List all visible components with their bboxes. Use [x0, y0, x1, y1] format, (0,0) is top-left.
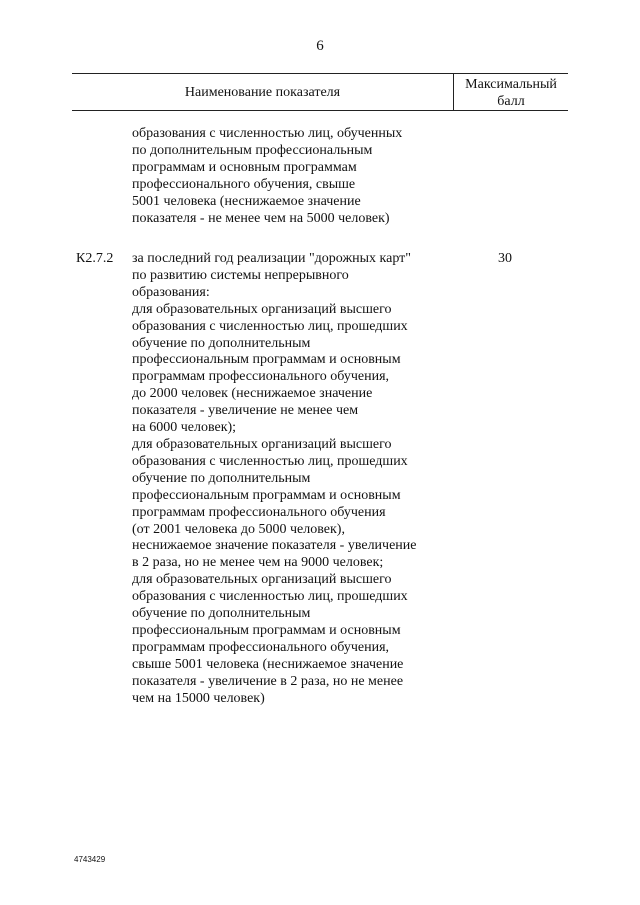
- document-id: 4743429: [74, 855, 106, 864]
- indicator-score: 30: [498, 251, 512, 266]
- indicator-description: за последний год реализации "дорожных карт" по развитию системы непрерывного образования: для образовательных организаций высшего образования с численностью лиц, прошедших обучение по дополнительным профессиональным программам и основным программам профессионального обучения, до 2000 человек (неснижаемое значение показателя - увеличение не менее чем на 6000 человек); для образовательных организаций высшего образования с численностью лиц, прошедших обучение по дополнительным профессиональным программам и основным программам профессионального обучения (от 2001 человека до 5000 человек), неснижаемое значение показателя - увеличение в 2 раза, но не менее чем на 9000 человек; для образовательных организаций высшего образования с численностью лиц, прошедших обучение по дополнительным профессиональным программам и основным программам профессионального обучения, свыше 5001 человека (неснижаемое значение показателя - увеличение в 2 раза, но не менее чем на 15000 человек): [132, 251, 417, 706]
- continuation-text: образования с численностью лиц, обученных по дополнительным профессиональным программам и основным программам профессионального обучения, свыше 5001 человека (неснижаемое значение показателя - не менее чем на 5000 человек): [132, 126, 403, 226]
- indicator-code: К2.7.2: [76, 251, 114, 266]
- table-header: [72, 73, 568, 111]
- column-header-max-score: Максимальный балл: [465, 77, 557, 109]
- page-number: 6: [316, 38, 324, 54]
- column-header-name: Наименование показателя: [184, 85, 341, 100]
